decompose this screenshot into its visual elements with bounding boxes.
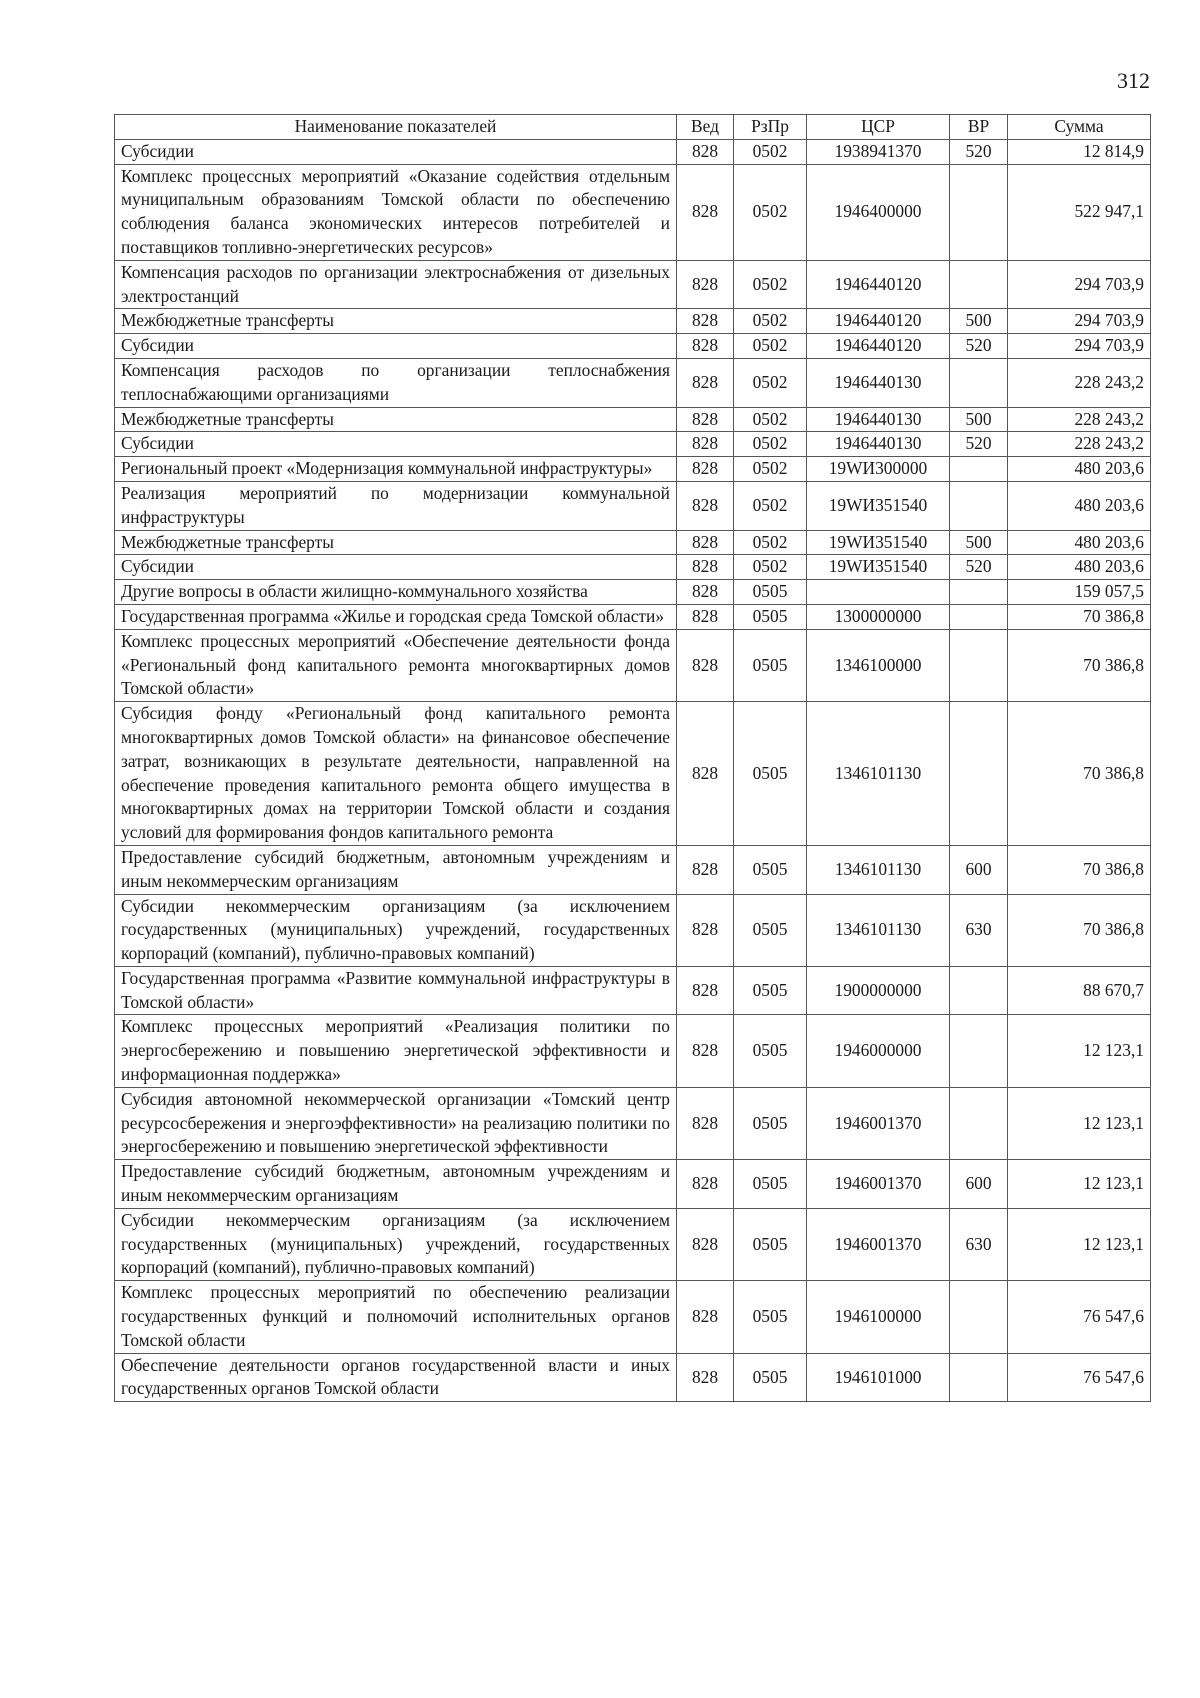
col-header-sum: Сумма <box>1008 115 1151 140</box>
row-rzpr-cell: 0502 <box>734 555 807 580</box>
row-ved-cell: 828 <box>677 555 734 580</box>
row-sum-cell: 294 703,9 <box>1008 309 1151 334</box>
row-name-cell: Компенсация расходов по организации теплоснабжения теплоснабжающими организациями <box>115 358 677 407</box>
table-row <box>115 580 1151 605</box>
row-sum-cell: 70 386,8 <box>1008 894 1151 966</box>
row-csr-cell: 1900000000 <box>807 966 950 1015</box>
row-vr-cell: 520 <box>950 334 1008 359</box>
row-ved-cell: 828 <box>677 1208 734 1280</box>
row-vr-cell <box>950 702 1008 846</box>
row-ved-cell: 828 <box>677 334 734 359</box>
row-sum-cell: 70 386,8 <box>1008 629 1151 701</box>
row-sum-cell: 12 123,1 <box>1008 1208 1151 1280</box>
row-rzpr-cell: 0505 <box>734 1160 807 1209</box>
row-csr-cell: 1946440120 <box>807 309 950 334</box>
table-row <box>115 457 1151 482</box>
row-vr-cell <box>950 1087 1008 1159</box>
row-ved-cell: 828 <box>677 1087 734 1159</box>
row-sum-cell: 88 670,7 <box>1008 966 1151 1015</box>
row-csr-cell: 1946400000 <box>807 164 950 260</box>
row-vr-cell: 520 <box>950 432 1008 457</box>
row-csr-cell: 1346101130 <box>807 845 950 894</box>
row-name-cell: Межбюджетные трансферты <box>115 530 677 555</box>
row-ved-cell: 828 <box>677 432 734 457</box>
row-vr-cell <box>950 580 1008 605</box>
table-row <box>115 629 1151 701</box>
row-rzpr-cell: 0505 <box>734 1353 807 1402</box>
table-row <box>115 1208 1151 1280</box>
row-csr-cell: 1946440130 <box>807 358 950 407</box>
row-sum-cell: 480 203,6 <box>1008 481 1151 530</box>
row-csr-cell: 1946000000 <box>807 1015 950 1087</box>
budget-table <box>114 114 1151 1402</box>
row-sum-cell: 70 386,8 <box>1008 702 1151 846</box>
row-sum-cell: 228 243,2 <box>1008 432 1151 457</box>
row-sum-cell: 12 123,1 <box>1008 1087 1151 1159</box>
row-csr-cell <box>807 580 950 605</box>
row-sum-cell: 480 203,6 <box>1008 530 1151 555</box>
row-ved-cell: 828 <box>677 894 734 966</box>
row-sum-cell: 522 947,1 <box>1008 164 1151 260</box>
row-ved-cell: 828 <box>677 407 734 432</box>
row-csr-cell: 19WИ351540 <box>807 555 950 580</box>
row-vr-cell: 630 <box>950 894 1008 966</box>
table-row <box>115 1160 1151 1209</box>
row-rzpr-cell: 0502 <box>734 309 807 334</box>
row-vr-cell <box>950 966 1008 1015</box>
row-csr-cell: 1346101130 <box>807 894 950 966</box>
row-name-cell: Комплекс процессных мероприятий «Обеспечение деятельности фонда «Региональный фонд капитального ремонта многоквартирных домов Томской области» <box>115 629 677 701</box>
row-ved-cell: 828 <box>677 164 734 260</box>
table-row <box>115 894 1151 966</box>
table-header-row <box>115 115 1151 140</box>
row-csr-cell: 1938941370 <box>807 139 950 164</box>
row-ved-cell: 828 <box>677 358 734 407</box>
row-name-cell: Комплекс процессных мероприятий по обеспечению реализации государственных функций и полномочий исполнительных органов Томской области <box>115 1281 677 1353</box>
row-sum-cell: 294 703,9 <box>1008 334 1151 359</box>
row-name-cell: Субсидии <box>115 555 677 580</box>
table-row <box>115 309 1151 334</box>
row-vr-cell: 600 <box>950 1160 1008 1209</box>
row-rzpr-cell: 0505 <box>734 1015 807 1087</box>
table-row <box>115 702 1151 846</box>
table-row <box>115 164 1151 260</box>
row-csr-cell: 1946100000 <box>807 1281 950 1353</box>
row-vr-cell <box>950 604 1008 629</box>
row-ved-cell: 828 <box>677 457 734 482</box>
row-rzpr-cell: 0505 <box>734 580 807 605</box>
row-rzpr-cell: 0502 <box>734 481 807 530</box>
row-name-cell: Государственная программа «Развитие коммунальной инфраструктуры в Томской области» <box>115 966 677 1015</box>
row-csr-cell: 1346101130 <box>807 702 950 846</box>
row-rzpr-cell: 0505 <box>734 702 807 846</box>
row-rzpr-cell: 0502 <box>734 164 807 260</box>
row-sum-cell: 70 386,8 <box>1008 845 1151 894</box>
row-ved-cell: 828 <box>677 530 734 555</box>
row-sum-cell: 70 386,8 <box>1008 604 1151 629</box>
row-sum-cell: 228 243,2 <box>1008 358 1151 407</box>
row-vr-cell: 520 <box>950 139 1008 164</box>
table-row <box>115 1353 1151 1402</box>
row-name-cell: Реализация мероприятий по модернизации коммунальной инфраструктуры <box>115 481 677 530</box>
row-sum-cell: 480 203,6 <box>1008 457 1151 482</box>
table-row <box>115 1015 1151 1087</box>
row-vr-cell: 500 <box>950 309 1008 334</box>
row-name-cell: Компенсация расходов по организации электроснабжения от дизельных электростанций <box>115 260 677 309</box>
row-name-cell: Комплекс процессных мероприятий «Оказание содействия отдельным муниципальным образованиям Томской области по обеспечению соблюдения баланса экономических интересов потребителей и поставщиков топливно-энергетических ресурсов» <box>115 164 677 260</box>
row-name-cell: Предоставление субсидий бюджетным, автономным учреждениям и иным некоммерческим организациям <box>115 1160 677 1209</box>
table-row <box>115 358 1151 407</box>
table-body <box>115 139 1151 1401</box>
row-name-cell: Субсидия автономной некоммерческой организации «Томский центр ресурсосбережения и энергоэффективности» на реализацию политики по энергосбережению и повышению энергетической эффективности <box>115 1087 677 1159</box>
row-ved-cell: 828 <box>677 845 734 894</box>
row-sum-cell: 12 123,1 <box>1008 1015 1151 1087</box>
row-csr-cell: 1346100000 <box>807 629 950 701</box>
row-rzpr-cell: 0502 <box>734 260 807 309</box>
row-rzpr-cell: 0502 <box>734 334 807 359</box>
row-rzpr-cell: 0505 <box>734 1208 807 1280</box>
row-name-cell: Субсидии некоммерческим организациям (за исключением государственных (муниципальных) учреждений, государственных корпораций (компаний), публично-правовых компаний) <box>115 894 677 966</box>
row-rzpr-cell: 0502 <box>734 457 807 482</box>
row-vr-cell: 630 <box>950 1208 1008 1280</box>
table-row <box>115 966 1151 1015</box>
row-name-cell: Субсидии <box>115 139 677 164</box>
row-vr-cell <box>950 260 1008 309</box>
col-header-name: Наименование показателей <box>115 115 677 140</box>
row-vr-cell: 600 <box>950 845 1008 894</box>
col-header-rzpr: РзПр <box>734 115 807 140</box>
row-name-cell: Субсидии <box>115 432 677 457</box>
row-csr-cell: 1946440130 <box>807 432 950 457</box>
row-csr-cell: 1300000000 <box>807 604 950 629</box>
row-ved-cell: 828 <box>677 481 734 530</box>
row-rzpr-cell: 0505 <box>734 629 807 701</box>
col-header-ved: Вед <box>677 115 734 140</box>
table-row <box>115 1281 1151 1353</box>
row-rzpr-cell: 0505 <box>734 1281 807 1353</box>
row-vr-cell <box>950 358 1008 407</box>
row-csr-cell: 1946101000 <box>807 1353 950 1402</box>
table-row <box>115 260 1151 309</box>
row-rzpr-cell: 0505 <box>734 604 807 629</box>
row-sum-cell: 12 814,9 <box>1008 139 1151 164</box>
table-row <box>115 530 1151 555</box>
row-ved-cell: 828 <box>677 702 734 846</box>
row-ved-cell: 828 <box>677 1281 734 1353</box>
row-ved-cell: 828 <box>677 1353 734 1402</box>
row-name-cell: Межбюджетные трансферты <box>115 407 677 432</box>
row-ved-cell: 828 <box>677 1015 734 1087</box>
table-row <box>115 407 1151 432</box>
row-sum-cell: 228 243,2 <box>1008 407 1151 432</box>
row-sum-cell: 159 057,5 <box>1008 580 1151 605</box>
row-csr-cell: 19WИ351540 <box>807 530 950 555</box>
row-vr-cell: 520 <box>950 555 1008 580</box>
page-number: 312 <box>1117 68 1150 93</box>
row-name-cell: Государственная программа «Жилье и городская среда Томской области» <box>115 604 677 629</box>
row-ved-cell: 828 <box>677 1160 734 1209</box>
row-ved-cell: 828 <box>677 139 734 164</box>
table-row <box>115 845 1151 894</box>
row-ved-cell: 828 <box>677 260 734 309</box>
row-vr-cell <box>950 164 1008 260</box>
col-header-vr: ВР <box>950 115 1008 140</box>
table-row <box>115 139 1151 164</box>
row-sum-cell: 480 203,6 <box>1008 555 1151 580</box>
row-ved-cell: 828 <box>677 580 734 605</box>
row-rzpr-cell: 0502 <box>734 358 807 407</box>
row-rzpr-cell: 0502 <box>734 530 807 555</box>
row-csr-cell: 1946001370 <box>807 1087 950 1159</box>
row-ved-cell: 828 <box>677 966 734 1015</box>
row-name-cell: Межбюджетные трансферты <box>115 309 677 334</box>
row-sum-cell: 76 547,6 <box>1008 1281 1151 1353</box>
row-name-cell: Субсидии <box>115 334 677 359</box>
col-header-csr: ЦСР <box>807 115 950 140</box>
row-name-cell: Предоставление субсидий бюджетным, автономным учреждениям и иным некоммерческим организациям <box>115 845 677 894</box>
row-rzpr-cell: 0502 <box>734 139 807 164</box>
row-sum-cell: 76 547,6 <box>1008 1353 1151 1402</box>
row-name-cell: Субсидии некоммерческим организациям (за исключением государственных (муниципальных) учреждений, государственных корпораций (компаний), публично-правовых компаний) <box>115 1208 677 1280</box>
row-ved-cell: 828 <box>677 604 734 629</box>
row-name-cell: Комплекс процессных мероприятий «Реализация политики по энергосбережению и повышению энергетической эффективности и информационная поддержка» <box>115 1015 677 1087</box>
row-vr-cell <box>950 1015 1008 1087</box>
row-vr-cell <box>950 457 1008 482</box>
row-vr-cell: 500 <box>950 530 1008 555</box>
row-rzpr-cell: 0505 <box>734 894 807 966</box>
row-rzpr-cell: 0502 <box>734 407 807 432</box>
table-row <box>115 481 1151 530</box>
row-sum-cell: 294 703,9 <box>1008 260 1151 309</box>
table-row <box>115 604 1151 629</box>
row-rzpr-cell: 0502 <box>734 432 807 457</box>
row-csr-cell: 19WИ300000 <box>807 457 950 482</box>
row-vr-cell <box>950 629 1008 701</box>
row-csr-cell: 1946440120 <box>807 334 950 359</box>
row-rzpr-cell: 0505 <box>734 966 807 1015</box>
row-name-cell: Региональный проект «Модернизация коммунальной инфраструктуры» <box>115 457 677 482</box>
row-csr-cell: 1946001370 <box>807 1160 950 1209</box>
row-vr-cell <box>950 1281 1008 1353</box>
row-vr-cell <box>950 1353 1008 1402</box>
row-rzpr-cell: 0505 <box>734 845 807 894</box>
row-csr-cell: 1946440130 <box>807 407 950 432</box>
row-csr-cell: 1946440120 <box>807 260 950 309</box>
table-row <box>115 1087 1151 1159</box>
table-row <box>115 432 1151 457</box>
row-vr-cell <box>950 481 1008 530</box>
row-rzpr-cell: 0505 <box>734 1087 807 1159</box>
table-row <box>115 334 1151 359</box>
row-csr-cell: 1946001370 <box>807 1208 950 1280</box>
row-name-cell: Другие вопросы в области жилищно-коммунального хозяйства <box>115 580 677 605</box>
row-ved-cell: 828 <box>677 309 734 334</box>
table-row <box>115 555 1151 580</box>
row-vr-cell: 500 <box>950 407 1008 432</box>
row-name-cell: Обеспечение деятельности органов государственной власти и иных государственных органов Томской области <box>115 1353 677 1402</box>
row-ved-cell: 828 <box>677 629 734 701</box>
row-csr-cell: 19WИ351540 <box>807 481 950 530</box>
row-sum-cell: 12 123,1 <box>1008 1160 1151 1209</box>
row-name-cell: Субсидия фонду «Региональный фонд капитального ремонта многоквартирных домов Томской области» на финансовое обеспечение затрат, возникающих в результате деятельности, направленной на обеспечение проведения капитального ремонта общего имущества в многоквартирных домах на территории Томской области и создания условий для формирования фондов капитального ремонта <box>115 702 677 846</box>
